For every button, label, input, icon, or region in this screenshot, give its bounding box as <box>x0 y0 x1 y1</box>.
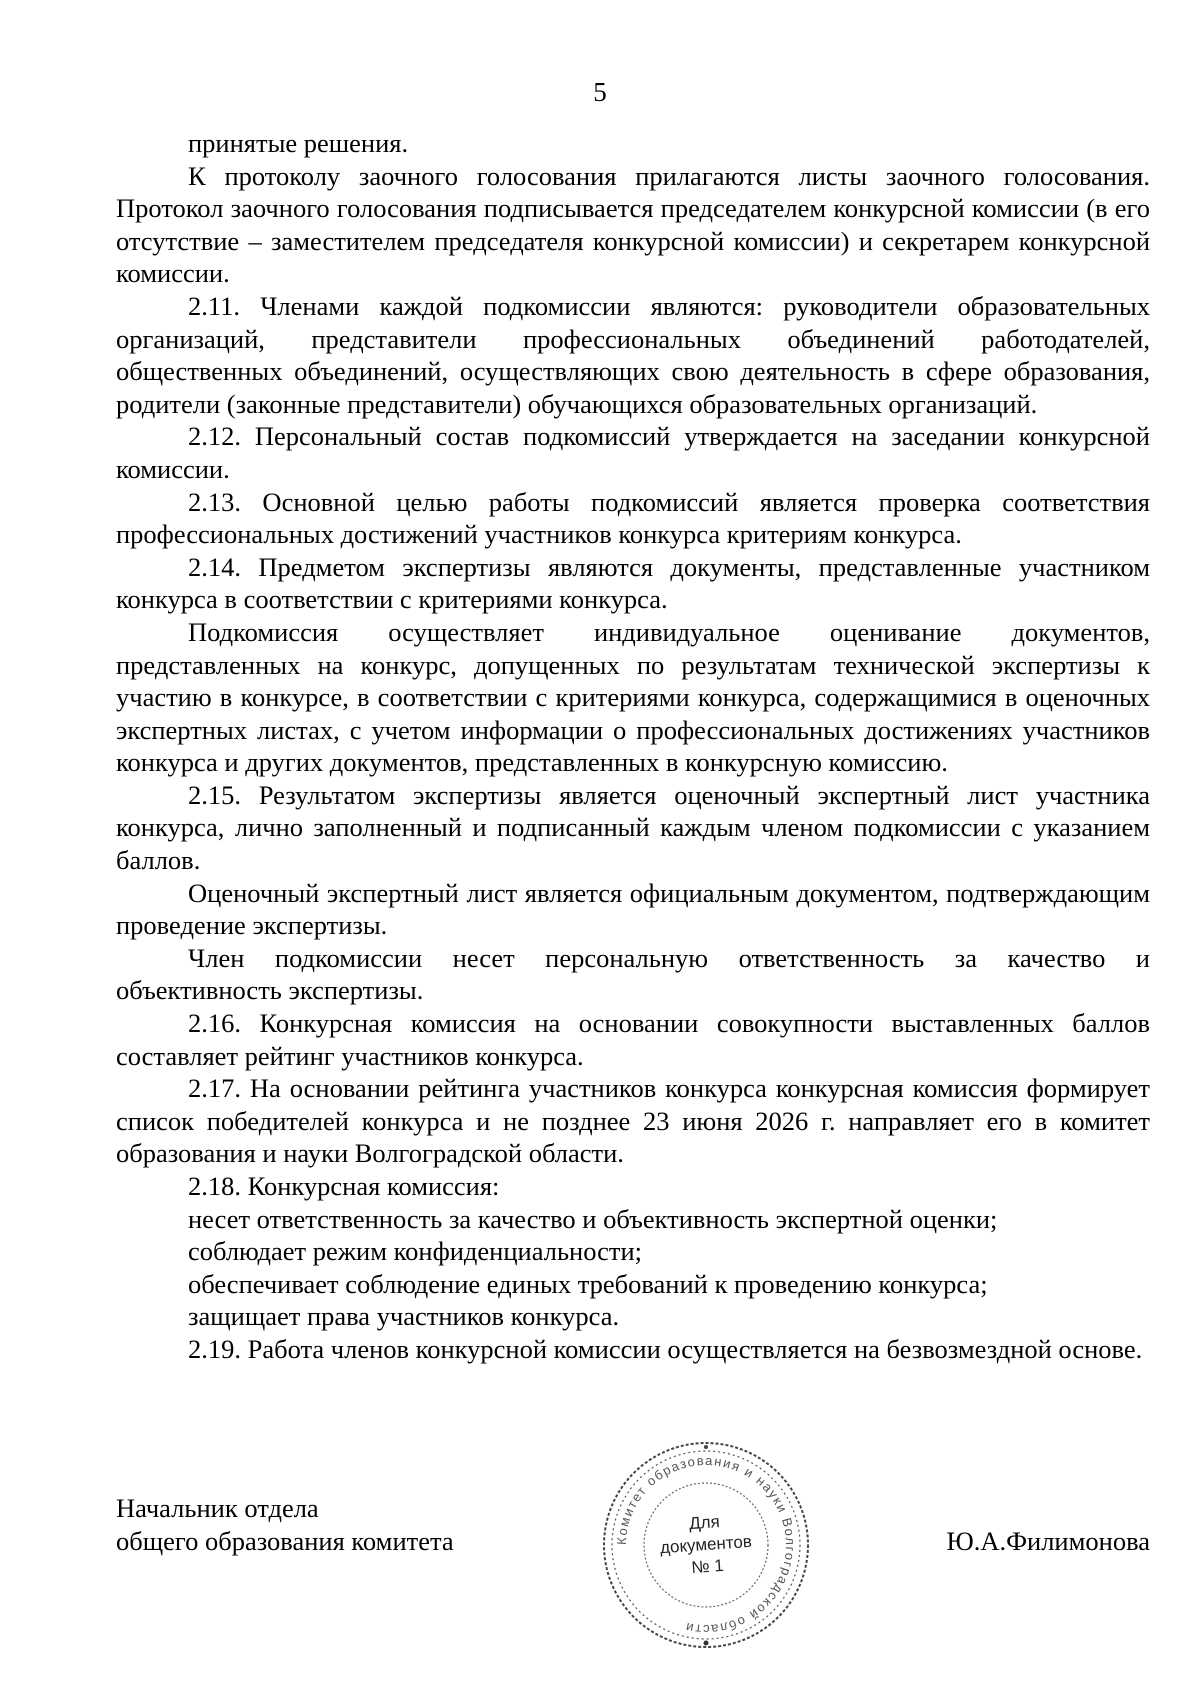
signatory-title <box>116 1492 454 1557</box>
document-body <box>116 127 1150 1366</box>
paragraph: 2.17. На основании рейтинга участников конкурса конкурсная комиссия формирует список победителей конкурса и не позднее 23 июня 2026 г. направляет его в комитет образования и науки Волгоградской области. <box>116 1073 1150 1169</box>
paragraph: соблюдает режим конфиденциальности; <box>188 1236 643 1267</box>
page-number: 5 <box>593 77 607 107</box>
stamp-ring-text: Комитет образования и науки Волгоградской области <box>613 1452 799 1638</box>
paragraph: защищает права участников конкурса. <box>188 1301 620 1332</box>
official-stamp <box>598 1437 814 1653</box>
signatory-title-line2: общего образования комитета <box>116 1525 454 1556</box>
paragraph: 2.16. Конкурсная комиссия на основании совокупности выставленных баллов составляет рейтинг участников конкурса. <box>116 1008 1150 1071</box>
paragraph: К протоколу заочного голосования прилагаются листы заочного голосования. Протокол заочного голосования подписывается председателем конкурсной комиссии (в его отсутствие – заместителем председателя конкурсной комиссии) и секретарем конкурсной комиссии. <box>116 160 1150 289</box>
paragraph: несет ответственность за качество и объективность экспертной оценки; <box>188 1203 998 1234</box>
stamp-line2: документов <box>659 1531 753 1558</box>
paragraph: 2.15. Результатом экспертизы является оценочный экспертный лист участника конкурса, лично заполненный и подписанный каждым членом подкомиссии с указанием баллов. <box>116 779 1150 876</box>
paragraph: Подкомиссия осуществляет индивидуальное оценивание документов, представленных на конкурс, допущенных по результатам технической экспертизы к участию в конкурсе, в соответствии с критериями конкурса, содержащимися в оценочных экспертных листах, с учетом информации о профессиональных достижениях участников конкурса и других документов, представленных в конкурсную комиссию. <box>116 616 1150 778</box>
paragraph: 2.12. Персональный состав подкомиссий утверждается на заседании конкурсной комиссии. <box>116 421 1150 484</box>
paragraph: принятые решения. <box>188 128 409 158</box>
paragraph: 2.18. Конкурсная комиссия: <box>188 1171 500 1201</box>
signatory-title-line1: Начальник отдела <box>116 1493 319 1523</box>
paragraph: Член подкомиссии несет персональную ответственность за качество и объективность экспертизы. <box>116 942 1150 1006</box>
paragraph: 2.11. Членами каждой подкомиссии являются: руководители образовательных организаций, представители профессиональных объединений работодателей, общественных объединений, осуществляющих свою деятельность в сфере образования, родители (законные представители) обучающихся образовательных организаций. <box>116 290 1150 419</box>
paragraph: 2.14. Предметом экспертизы являются документы, представленные участником конкурса в соответствии с критериями конкурса. <box>116 551 1150 615</box>
paragraph: 2.13. Основной целью работы подкомиссий является проверка соответствия профессиональных достижений участников конкурса критериям конкурса. <box>116 486 1150 550</box>
signatory-name: Ю.А.Филимонова <box>946 1526 1150 1556</box>
paragraph: 2.19. Работа членов конкурсной комиссии осуществляется на безвозмездной основе. <box>188 1333 1143 1364</box>
stamp-line1: Для <box>688 1512 721 1534</box>
paragraph: обеспечивает соблюдение единых требований к проведению конкурса; <box>188 1268 988 1299</box>
stamp-line3: № 1 <box>690 1555 725 1578</box>
paragraph: Оценочный экспертный лист является официальным документом, подтверждающим проведение экспертизы. <box>116 877 1150 941</box>
